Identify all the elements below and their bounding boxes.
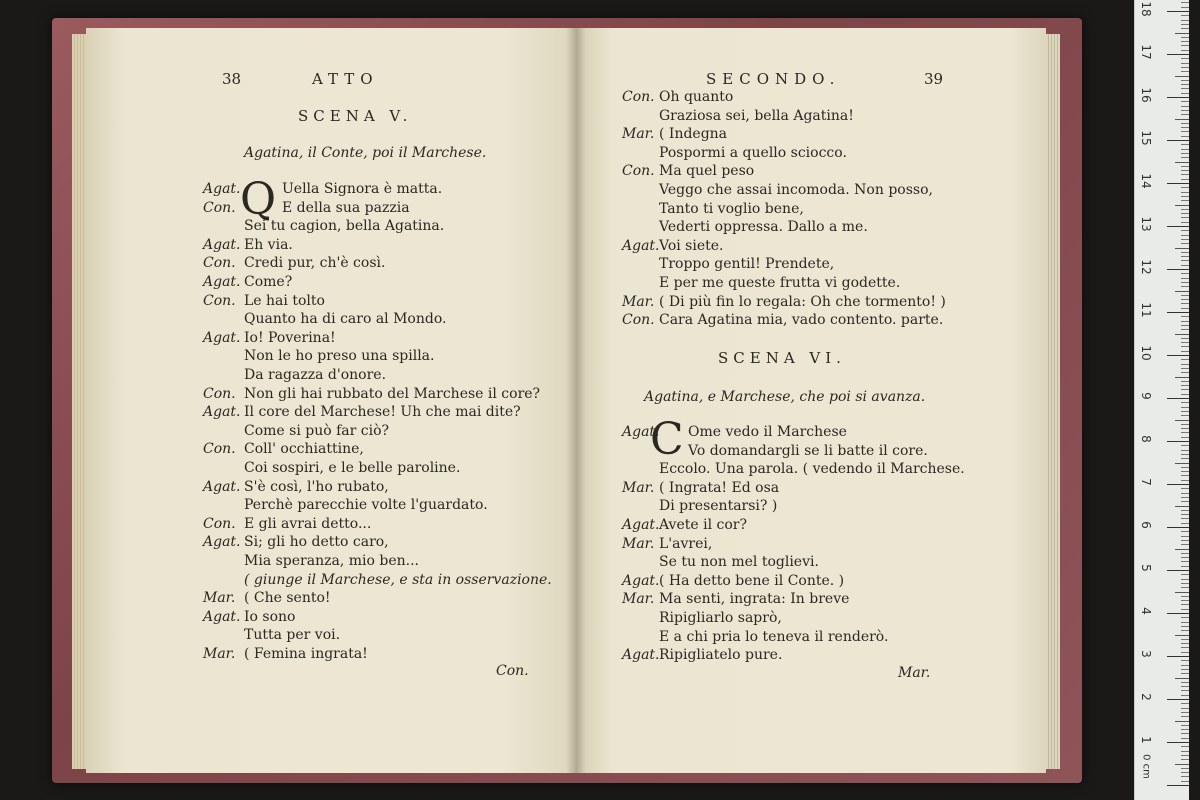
- dialogue-line: Mia speranza, mio ben...: [244, 553, 419, 569]
- ruler-tick: [1181, 454, 1189, 455]
- speaker-label: Agat.: [203, 404, 241, 421]
- ruler-tick: [1181, 639, 1189, 640]
- ruler-tick: [1181, 514, 1189, 515]
- speaker-label: Agat.: [203, 534, 241, 551]
- ruler-tick: [1181, 192, 1189, 193]
- ruler-tick: [1181, 432, 1189, 433]
- ruler-tick: [1181, 497, 1189, 498]
- speaker-label: Mar.: [622, 479, 655, 496]
- ruler-tick: [1181, 58, 1189, 59]
- ruler-tick: [1175, 463, 1189, 464]
- ruler-tick: [1181, 303, 1189, 304]
- ruler-tick: [1181, 308, 1189, 309]
- ruler-tick: [1181, 67, 1189, 68]
- ruler-tick: [1181, 759, 1189, 760]
- ruler-tick: [1181, 364, 1189, 365]
- ruler-tick: [1181, 458, 1189, 459]
- dialogue-line: Veggo che assai incomoda. Non posso,: [659, 182, 933, 198]
- speaker-label: Agat.: [622, 237, 660, 254]
- ruler-tick: [1181, 106, 1189, 107]
- left-page-number: 38: [222, 70, 242, 88]
- ruler-tick: [1175, 119, 1189, 120]
- ruler-tick: [1181, 609, 1189, 610]
- ruler-tick: [1181, 428, 1189, 429]
- ruler-tick: [1167, 570, 1189, 571]
- ruler-tick: [1181, 71, 1189, 72]
- ruler-number: 3: [1139, 650, 1153, 658]
- ruler-tick: [1167, 656, 1189, 657]
- ruler-tick: [1181, 596, 1189, 597]
- ruler-tick: [1181, 213, 1189, 214]
- ruler-tick: [1181, 411, 1189, 412]
- left-running-head: ATTO: [312, 70, 379, 88]
- speaker-label: Agat.: [203, 478, 241, 495]
- ruler-number: 15: [1139, 130, 1153, 146]
- dialogue-line: Ma quel peso: [659, 163, 755, 180]
- ruler-tick: [1181, 93, 1189, 94]
- right-scene-title: SCENA VI.: [718, 349, 846, 367]
- dialogue-line: Graziosa sei, bella Agatina!: [659, 107, 854, 124]
- ruler-tick: [1167, 613, 1189, 614]
- ruler-tick: [1181, 63, 1189, 64]
- ruler-tick: [1175, 248, 1189, 249]
- ruler-tick: [1181, 80, 1189, 81]
- ruler-tick: [1181, 424, 1189, 425]
- dialogue-line: Se tu non mel toglievi.: [659, 554, 819, 571]
- speaker-label: Agat.: [203, 608, 241, 625]
- ruler-tick: [1181, 170, 1189, 171]
- ruler-tick: [1181, 123, 1189, 124]
- ruler-tick: [1181, 127, 1189, 128]
- dialogue-line: Coi sospiri, e le belle paroline.: [244, 460, 461, 476]
- ruler-tick: [1181, 278, 1189, 279]
- ruler-tick: [1181, 480, 1189, 481]
- ruler-tick: [1181, 359, 1189, 360]
- ruler-tick: [1181, 755, 1189, 756]
- ruler-tick: [1181, 772, 1189, 773]
- ruler-tick: [1181, 708, 1189, 709]
- ruler-tick: [1181, 24, 1189, 25]
- dialogue-line: Non le ho preso una spilla.: [244, 348, 435, 365]
- ruler-tick: [1181, 131, 1189, 132]
- ruler-tick: [1181, 235, 1189, 236]
- ruler-tick: [1175, 592, 1189, 593]
- dialogue-line: L'avrei,: [659, 535, 713, 552]
- ruler-tick: [1181, 488, 1189, 489]
- ruler-tick: [1175, 205, 1189, 206]
- ruler-tick: [1181, 716, 1189, 717]
- speaker-label: Agat.: [622, 572, 660, 589]
- ruler-tick: [1175, 678, 1189, 679]
- dialogue-line: Ome vedo il Marchese: [688, 424, 847, 440]
- ruler-tick: [1181, 372, 1189, 373]
- ruler-tick: [1181, 450, 1189, 451]
- ruler-tick: [1181, 45, 1189, 46]
- ruler-tick: [1181, 531, 1189, 532]
- ruler-tick: [1181, 781, 1189, 782]
- ruler-tick: [1181, 252, 1189, 253]
- ruler-tick: [1181, 136, 1189, 137]
- dialogue-line: S'è così, l'ho rubato,: [244, 478, 389, 495]
- dialogue-line: ( Di più fin lo regala: Oh che tormento! ): [659, 293, 946, 310]
- ruler-tick: [1181, 540, 1189, 541]
- ruler-number: 4: [1139, 607, 1153, 615]
- ruler-tick: [1181, 243, 1189, 244]
- dialogue-line: Di presentarsi? ): [659, 498, 778, 515]
- ruler-tick: [1181, 587, 1189, 588]
- speaker-label: Agat.: [622, 424, 660, 440]
- ruler-tick: [1181, 329, 1189, 330]
- ruler-tick: [1181, 729, 1189, 730]
- dialogue-line: ( Ha detto bene il Conte. ): [659, 572, 845, 589]
- ruler-tick: [1181, 600, 1189, 601]
- ruler-number: 10: [1139, 345, 1153, 361]
- ruler-tick: [1181, 561, 1189, 562]
- ruler-tick: [1181, 622, 1189, 623]
- speaker-label: Mar.: [203, 646, 236, 662]
- dialogue-line: Tutta per voi.: [244, 627, 341, 644]
- ruler-tick: [1167, 183, 1189, 184]
- ruler-tick: [1181, 690, 1189, 691]
- ruler-tick: [1181, 437, 1189, 438]
- ruler-tick: [1181, 88, 1189, 89]
- ruler-tick: [1181, 15, 1189, 16]
- ruler-tick: [1181, 733, 1189, 734]
- dialogue-line: Oh quanto: [659, 89, 734, 105]
- dialogue-line: Cara Agatina mia, vado contento. parte.: [659, 312, 944, 329]
- ruler-tick: [1181, 149, 1189, 150]
- ruler-tick: [1167, 441, 1189, 442]
- ruler-tick: [1181, 686, 1189, 687]
- ruler-tick: [1181, 583, 1189, 584]
- ruler-tick: [1181, 346, 1189, 347]
- dialogue-line: ( Ingrata! Ed osa: [659, 479, 780, 496]
- dialogue-line: Perchè parecchie volte l'guardato.: [244, 497, 488, 514]
- ruler-tick: [1181, 673, 1189, 674]
- ruler-tick: [1181, 536, 1189, 537]
- ruler-tick: [1181, 493, 1189, 494]
- left-dropcap: Q: [240, 174, 277, 225]
- speaker-label: Con.: [203, 515, 236, 532]
- dialogue-line: ( Che sento!: [244, 590, 331, 607]
- ruler-tick: [1181, 703, 1189, 704]
- ruler-tick: [1167, 742, 1189, 743]
- speaker-label: Con.: [203, 441, 236, 458]
- ruler-tick: [1181, 50, 1189, 51]
- ruler-tick: [1167, 785, 1189, 786]
- ruler-tick: [1181, 776, 1189, 777]
- ruler-tick: [1181, 518, 1189, 519]
- ruler-tick: [1181, 566, 1189, 567]
- ruler-tick: [1181, 321, 1189, 322]
- ruler-tick: [1167, 527, 1189, 528]
- ruler-tick: [1181, 510, 1189, 511]
- dialogue-line: Quanto ha di caro al Mondo.: [244, 311, 447, 328]
- ruler-tick: [1167, 312, 1189, 313]
- ruler-unit-label: 0 cm: [1140, 754, 1152, 779]
- dialogue-line: ( Indegna: [659, 126, 728, 143]
- ruler-tick: [1181, 325, 1189, 326]
- ruler-number: 12: [1139, 259, 1153, 275]
- ruler-tick: [1181, 695, 1189, 696]
- ruler-tick: [1181, 544, 1189, 545]
- dialogue-line: Troppo gentil! Prendete,: [659, 256, 835, 273]
- ruler-tick: [1181, 579, 1189, 580]
- speaker-label: Mar.: [622, 293, 655, 310]
- speaker-label: Agat.: [622, 517, 660, 533]
- ruler-tick: [1175, 764, 1189, 765]
- dialogue-line: Ma senti, ingrata: In breve: [659, 591, 850, 608]
- ruler-tick: [1181, 501, 1189, 502]
- ruler-tick: [1175, 549, 1189, 550]
- ruler-tick: [1175, 420, 1189, 421]
- ruler-tick: [1181, 28, 1189, 29]
- ruler-tick: [1181, 299, 1189, 300]
- ruler-tick: [1175, 377, 1189, 378]
- ruler-tick: [1167, 54, 1189, 55]
- speaker-label: Agat.: [622, 647, 660, 664]
- dialogue-line: Le hai tolto: [244, 292, 325, 309]
- ruler-tick: [1167, 97, 1189, 98]
- speaker-label: Mar.: [203, 590, 236, 607]
- ruler-tick: [1167, 226, 1189, 227]
- ruler-tick: [1181, 643, 1189, 644]
- ruler-tick: [1181, 338, 1189, 339]
- dialogue-line: Tanto ti voglio bene,: [659, 200, 804, 217]
- ruler-tick: [1167, 11, 1189, 12]
- ruler-tick: [1181, 368, 1189, 369]
- ruler-tick: [1175, 76, 1189, 77]
- ruler-tick: [1181, 523, 1189, 524]
- dialogue-line: E gli avrai detto...: [244, 515, 372, 532]
- dialogue-line: Non gli hai rubbato del Marchese il core?: [244, 385, 541, 402]
- speaker-label: Mar.: [622, 591, 655, 608]
- ruler-tick: [1175, 506, 1189, 507]
- ruler-tick: [1181, 260, 1189, 261]
- ruler-number: 2: [1139, 693, 1153, 701]
- ruler-tick: [1175, 162, 1189, 163]
- dialogue-line: Io sono: [244, 608, 296, 625]
- ruler-tick: [1181, 652, 1189, 653]
- ruler-number: 17: [1139, 44, 1153, 60]
- ruler-tick: [1181, 316, 1189, 317]
- dialogue-line: Eh via.: [244, 236, 293, 253]
- ruler-tick: [1175, 291, 1189, 292]
- ruler-tick: [1181, 445, 1189, 446]
- ruler-tick: [1175, 334, 1189, 335]
- ruler-tick: [1181, 647, 1189, 648]
- speaker-label: Agat.: [203, 274, 241, 290]
- ruler-number: 8: [1139, 435, 1153, 443]
- ruler-tick: [1181, 389, 1189, 390]
- ruler-tick: [1181, 217, 1189, 218]
- dialogue-line: Avete il cor?: [659, 517, 747, 533]
- ruler-tick: [1181, 282, 1189, 283]
- ruler-tick: [1181, 669, 1189, 670]
- ruler-tick: [1181, 179, 1189, 180]
- dialogue-line: E per me queste frutta vi godette.: [659, 275, 901, 291]
- ruler-tick: [1181, 101, 1189, 102]
- dialogue-line: Vederti oppressa. Dallo a me.: [659, 219, 868, 236]
- ruler-tick: [1181, 174, 1189, 175]
- dialogue-line: Coll' occhiattine,: [244, 441, 364, 458]
- ruler-number: 1: [1139, 736, 1153, 744]
- speaker-label: Con.: [203, 292, 236, 309]
- speaker-label: Con.: [622, 89, 655, 105]
- left-catchword: Con.: [496, 663, 529, 679]
- ruler-number: 18: [1139, 1, 1153, 17]
- ruler-tick: [1181, 256, 1189, 257]
- book-gutter: [566, 28, 586, 773]
- speaker-label: Con.: [622, 312, 655, 329]
- ruler-tick: [1181, 84, 1189, 85]
- ruler-tick: [1181, 475, 1189, 476]
- dialogue-line: Uella Signora è matta.: [282, 181, 443, 197]
- dialogue-line: E della sua pazzia: [282, 199, 410, 216]
- ruler-tick: [1181, 385, 1189, 386]
- speaker-label: Con.: [203, 255, 236, 272]
- ruler-tick: [1181, 768, 1189, 769]
- dialogue-line: Sei tu cagion, bella Agatina.: [244, 218, 445, 235]
- ruler-tick: [1181, 286, 1189, 287]
- dialogue-line: Ripigliatelo pure.: [659, 647, 783, 664]
- dialogue-line: Come?: [244, 274, 293, 290]
- ruler-tick: [1181, 157, 1189, 158]
- dialogue-line: E a chi pria lo teneva il renderò.: [659, 628, 889, 645]
- ruler-number: 14: [1139, 173, 1153, 189]
- right-catchword: Mar.: [898, 665, 931, 681]
- ruler-tick: [1167, 140, 1189, 141]
- ruler-tick: [1181, 415, 1189, 416]
- speaker-label: Con.: [622, 163, 655, 180]
- dialogue-line: ( giunge il Marchese, e sta in osservazione.: [244, 571, 552, 588]
- ruler-tick: [1181, 230, 1189, 231]
- ruler-tick: [1181, 37, 1189, 38]
- ruler-tick: [1167, 484, 1189, 485]
- ruler-tick: [1181, 660, 1189, 661]
- ruler-number: 7: [1139, 478, 1153, 486]
- ruler-tick: [1181, 273, 1189, 274]
- left-scene-characters: Agatina, il Conte, poi il Marchese.: [244, 145, 487, 161]
- dialogue-line: Pospormi a quello sciocco.: [659, 144, 847, 161]
- ruler-tick: [1181, 209, 1189, 210]
- ruler-tick: [1181, 682, 1189, 683]
- ruler-tick: [1181, 41, 1189, 42]
- dialogue-line: ( Femina ingrata!: [244, 646, 368, 662]
- ruler-tick: [1181, 626, 1189, 627]
- ruler-tick: [1181, 738, 1189, 739]
- ruler-tick: [1181, 295, 1189, 296]
- ruler-tick: [1181, 751, 1189, 752]
- speaker-label: Agat.: [203, 181, 241, 197]
- ruler-tick: [1181, 467, 1189, 468]
- ruler-tick: [1181, 630, 1189, 631]
- ruler-tick: [1181, 166, 1189, 167]
- ruler-tick: [1181, 110, 1189, 111]
- speaker-label: Mar.: [622, 126, 655, 143]
- ruler-tick: [1181, 553, 1189, 554]
- right-scene-characters: Agatina, e Marchese, che poi si avanza.: [644, 389, 926, 405]
- ruler-tick: [1181, 407, 1189, 408]
- right-running-head: SECONDO.: [706, 70, 841, 88]
- ruler-tick: [1181, 144, 1189, 145]
- ruler-tick: [1181, 342, 1189, 343]
- ruler-tick: [1181, 381, 1189, 382]
- dialogue-line: Da ragazza d'onore.: [244, 367, 387, 383]
- ruler-tick: [1181, 617, 1189, 618]
- ruler-tick: [1181, 746, 1189, 747]
- ruler-tick: [1181, 200, 1189, 201]
- ruler-number: 11: [1139, 302, 1153, 318]
- right-page-number: 39: [924, 70, 944, 88]
- ruler-tick: [1175, 721, 1189, 722]
- speaker-label: Con.: [203, 199, 236, 216]
- dialogue-line: Vo domandargli se li batte il core.: [688, 442, 928, 459]
- ruler-tick: [1181, 187, 1189, 188]
- speaker-label: Con.: [203, 385, 236, 402]
- measuring-ruler: [1134, 0, 1189, 800]
- ruler-number: 13: [1139, 216, 1153, 232]
- ruler-tick: [1181, 712, 1189, 713]
- ruler-tick: [1181, 222, 1189, 223]
- ruler-tick: [1175, 635, 1189, 636]
- dialogue-line: Credi pur, ch'è così.: [244, 255, 386, 272]
- ruler-tick: [1181, 196, 1189, 197]
- ruler-tick: [1181, 239, 1189, 240]
- ruler-tick: [1181, 114, 1189, 115]
- ruler-tick: [1167, 699, 1189, 700]
- ruler-tick: [1181, 665, 1189, 666]
- dialogue-line: Come si può far ciò?: [244, 422, 390, 439]
- ruler-number: 6: [1139, 521, 1153, 529]
- ruler-tick: [1181, 153, 1189, 154]
- ruler-tick: [1181, 725, 1189, 726]
- ruler-tick: [1181, 7, 1189, 8]
- ruler-tick: [1181, 265, 1189, 266]
- dialogue-line: Il core del Marchese! Uh che mai dite?: [244, 404, 521, 421]
- ruler-tick: [1167, 269, 1189, 270]
- dialogue-line: Voi siete.: [659, 237, 724, 254]
- ruler-tick: [1181, 351, 1189, 352]
- ruler-number: 5: [1139, 564, 1153, 572]
- speaker-label: Agat.: [203, 236, 241, 253]
- ruler-tick: [1167, 398, 1189, 399]
- ruler-tick: [1167, 355, 1189, 356]
- speaker-label: Agat.: [203, 329, 241, 346]
- right-dropcap: C: [650, 414, 684, 465]
- dialogue-line: Io! Poverina!: [244, 329, 336, 346]
- ruler-tick: [1181, 604, 1189, 605]
- ruler-tick: [1181, 402, 1189, 403]
- ruler-tick: [1181, 2, 1189, 3]
- ruler-tick: [1181, 20, 1189, 21]
- ruler-number: 9: [1139, 392, 1153, 400]
- dialogue-line: Eccolo. Una parola. ( vedendo il Marchese.: [659, 461, 965, 478]
- ruler-tick: [1181, 394, 1189, 395]
- dialogue-line: Si; gli ho detto caro,: [244, 534, 389, 551]
- left-scene-title: SCENA V.: [298, 107, 413, 125]
- dialogue-line: Ripigliarlo saprò,: [659, 610, 782, 626]
- speaker-label: Mar.: [622, 535, 655, 552]
- ruler-tick: [1181, 574, 1189, 575]
- ruler-tick: [1181, 471, 1189, 472]
- ruler-tick: [1175, 33, 1189, 34]
- ruler-tick: [1181, 557, 1189, 558]
- ruler-number: 16: [1139, 87, 1153, 103]
